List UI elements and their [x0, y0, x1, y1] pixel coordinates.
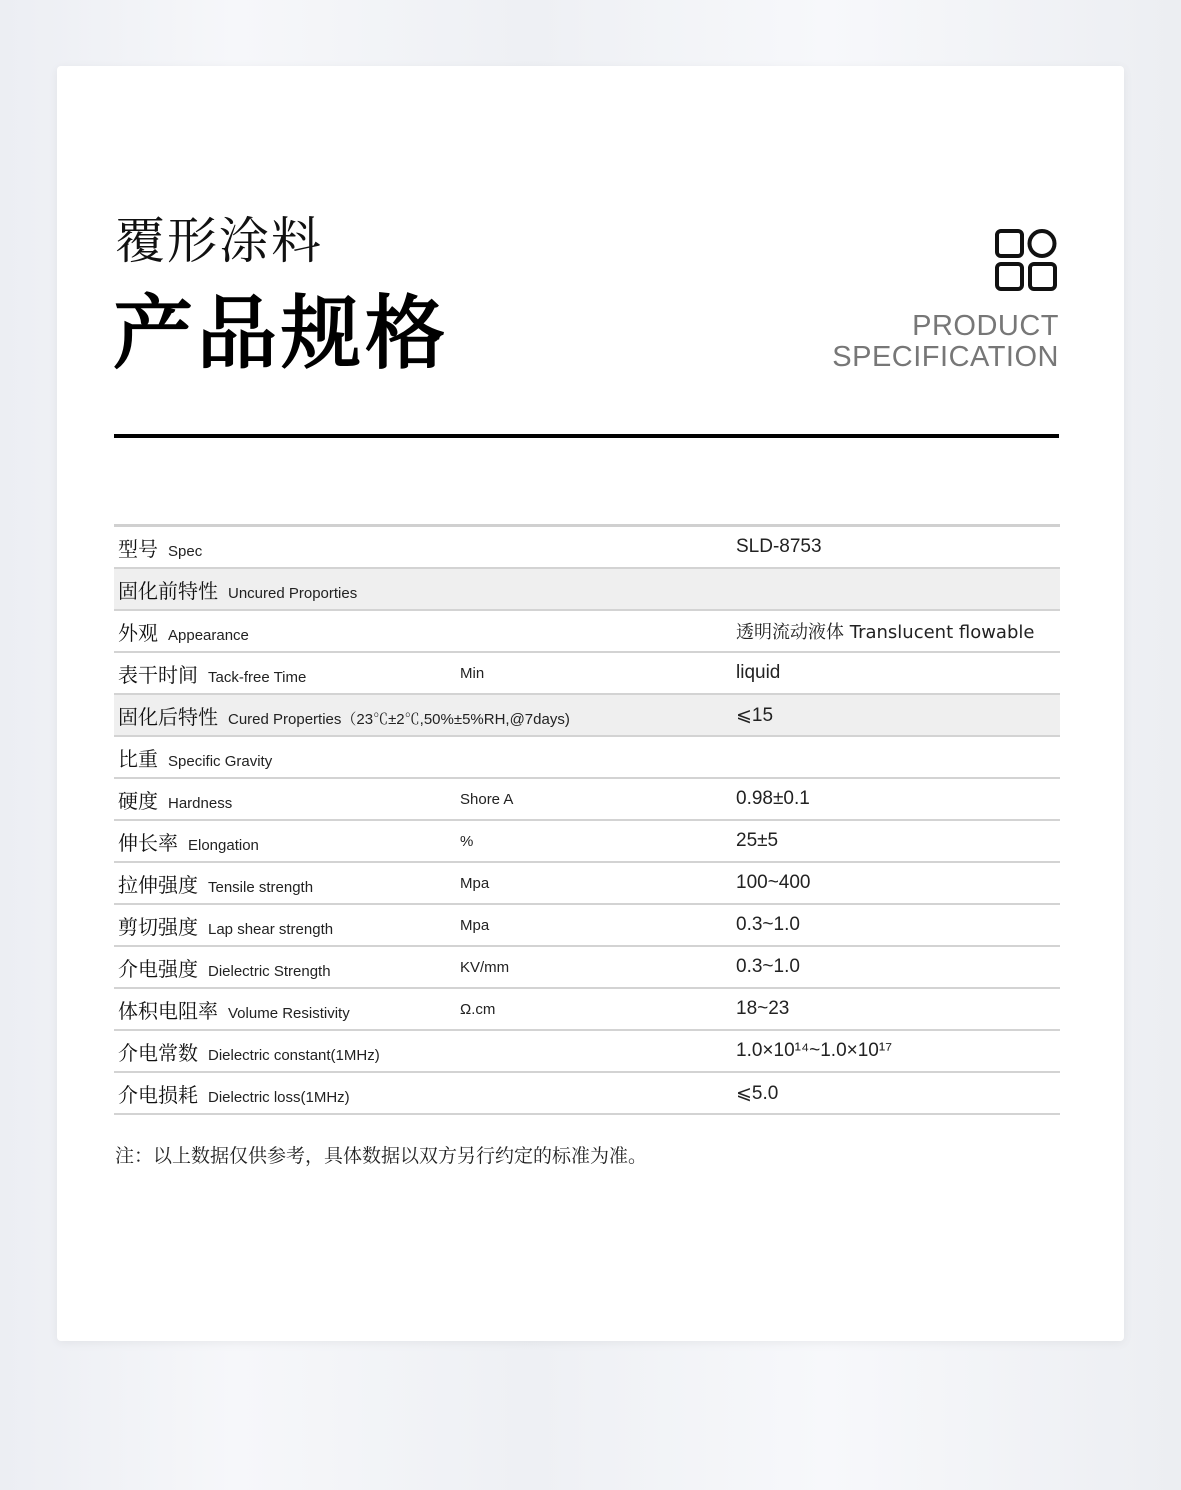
table-row [114, 1072, 1060, 1114]
unit-cell [456, 736, 732, 778]
grid-four-icon [995, 229, 1057, 291]
property-name-zh: 固化后特性 [118, 704, 218, 729]
value-cell: 0.98±0.1 [732, 778, 1060, 820]
table-row [114, 862, 1060, 904]
property-cell [114, 610, 456, 652]
spec-card [57, 66, 1124, 1341]
english-title [832, 311, 1059, 373]
unit-cell [456, 568, 732, 610]
value-cell: 25±5 [732, 820, 1060, 862]
property-name-zh: 表干时间 [118, 662, 198, 687]
property-name-en: Hardness [168, 794, 233, 812]
title-divider [114, 434, 1059, 438]
property-name-zh: 剪切强度 [118, 914, 198, 939]
property-cell [114, 736, 456, 778]
value-cell: 0.3~1.0 [732, 946, 1060, 988]
property-cell [114, 820, 456, 862]
property-name-zh: 体积电阻率 [118, 998, 218, 1023]
value-cell: liquid [732, 652, 1060, 694]
table-row [114, 1030, 1060, 1072]
property-name-en: Lap shear strength [208, 920, 334, 938]
property-cell [114, 652, 456, 694]
table-row [114, 694, 1060, 736]
product-category: 覆形涂料 [115, 212, 323, 270]
property-name-en: Dielectric constant(1MHz) [208, 1046, 380, 1064]
property-cell [114, 1072, 456, 1114]
property-name-en: Dielectric loss(1MHz) [208, 1088, 350, 1106]
table-row [114, 988, 1060, 1030]
value-cell [732, 568, 1060, 610]
disclaimer-note: 注：以上数据仅供参考，具体数据以双方另行约定的标准为准。 [115, 1145, 648, 1167]
property-name-zh: 介电常数 [118, 1040, 198, 1065]
unit-cell: Mpa [456, 904, 732, 946]
property-name-en: Specific Gravity [168, 752, 273, 770]
property-name-en: Dielectric Strength [208, 962, 331, 980]
value-cell: 100~400 [732, 862, 1060, 904]
table-row [114, 526, 1060, 569]
unit-cell: Shore A [456, 778, 732, 820]
property-cell [114, 946, 456, 988]
value-cell: 0.3~1.0 [732, 904, 1060, 946]
property-name-zh: 伸长率 [118, 830, 178, 855]
table-row [114, 736, 1060, 778]
property-name-en: Tensile strength [208, 878, 314, 896]
table-row [114, 652, 1060, 694]
property-cell [114, 568, 456, 610]
property-name-en: Appearance [168, 626, 249, 644]
page-title: 产品规格 [113, 287, 449, 380]
property-name-zh: 硬度 [118, 788, 158, 813]
english-title-line2: SPECIFICATION [832, 341, 1059, 373]
property-name-en: Tack-free Time [208, 668, 307, 686]
property-cell [114, 1030, 456, 1072]
property-name-zh: 介电强度 [118, 956, 198, 981]
property-name-zh: 固化前特性 [118, 578, 218, 603]
value-cell: SLD-8753 [732, 526, 1060, 569]
unit-cell [456, 1072, 732, 1114]
value-cell: ⩽5.0 [732, 1072, 1060, 1114]
table-row [114, 946, 1060, 988]
property-cell [114, 988, 456, 1030]
unit-cell [456, 526, 732, 569]
property-cell [114, 778, 456, 820]
unit-cell: Mpa [456, 862, 732, 904]
spec-table [114, 524, 1060, 1115]
property-name-zh: 型号 [118, 536, 158, 561]
unit-cell: Min [456, 652, 732, 694]
table-row [114, 904, 1060, 946]
property-cell [114, 694, 570, 736]
property-name-zh: 外观 [118, 620, 158, 645]
property-name-en: Uncured Proporties [228, 584, 358, 602]
table-row [114, 778, 1060, 820]
english-title-line1: PRODUCT [912, 310, 1059, 342]
property-cell [114, 862, 456, 904]
property-name-zh: 介电损耗 [118, 1082, 198, 1107]
value-cell: 18~23 [732, 988, 1060, 1030]
value-cell [732, 736, 1060, 778]
unit-cell: % [456, 820, 732, 862]
property-name-zh: 比重 [118, 746, 158, 771]
value-cell: ⩽15 [732, 694, 1060, 736]
unit-cell [456, 1030, 732, 1072]
property-name-zh: 拉伸强度 [118, 872, 198, 897]
value-cell: 1.0×10¹⁴~1.0×10¹⁷ [732, 1030, 1060, 1072]
property-cell [114, 526, 456, 569]
unit-cell: KV/mm [456, 946, 732, 988]
table-row [114, 568, 1060, 610]
property-name-en: Spec [168, 542, 203, 560]
value-cell: 透明流动液体 Translucent flowable [732, 610, 1060, 652]
table-row [114, 820, 1060, 862]
unit-cell: Ω.cm [456, 988, 732, 1030]
property-cell [114, 904, 456, 946]
unit-cell [456, 610, 732, 652]
property-name-en: Volume Resistivity [228, 1004, 350, 1022]
property-name-en: Elongation [188, 836, 259, 854]
table-row [114, 610, 1060, 652]
property-name-en: Cured Properties（23℃±2℃,50%±5%RH,@7days) [228, 710, 570, 728]
